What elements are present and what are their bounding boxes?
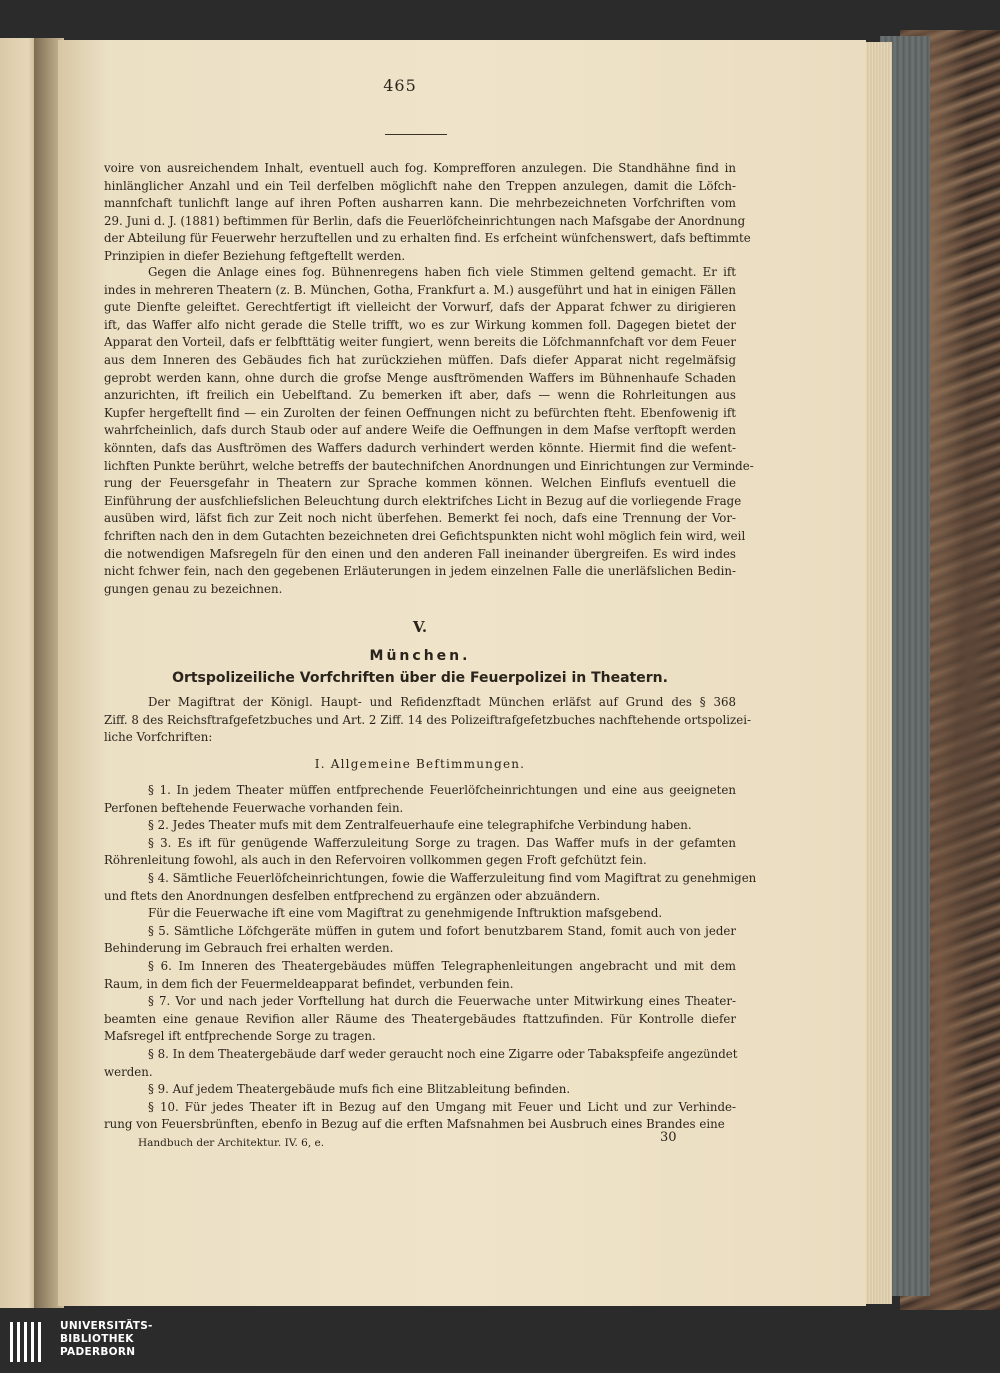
- rules-line: Röhrenleitung fowohl, als auch in den Refervoiren vollkommen gegen Froft gefchützt fein.: [104, 853, 647, 868]
- rules-line: werden.: [104, 1064, 153, 1079]
- logo-line-1: UNIVERSITÄTS-: [60, 1320, 153, 1332]
- preamble-line: Der Magiftrat der Königl. Haupt- und Refidenzftadt München erläfst auf Grund des § 368: [148, 695, 736, 709]
- rules-line: § 6. Im Inneren des Theatergebäudes müffen Telegraphenleitungen angebracht und mit dem: [148, 959, 736, 973]
- intro-line: voire von ausreichendem Inhalt, eventuell auch fog. Komprefforen anzulegen. Die Standhähne find in: [104, 161, 736, 175]
- rules-line: Behinderung im Gebrauch frei erhalten werden.: [104, 941, 394, 956]
- second-line: indes in mehreren Theatern (z. B. München, Gotha, Frankfurt a. M.) ausgeführt und hat in einigen Fällen: [104, 282, 736, 297]
- logo-bars-icon: [10, 1322, 45, 1366]
- rules-line: Für die Feuerwache ift eine vom Magiftrat zu genehmigende Inftruktion mafsgebend.: [148, 906, 663, 921]
- section-number: V.: [412, 618, 428, 636]
- footer-reference: Handbuch der Architektur. IV. 6, e.: [138, 1137, 325, 1149]
- second-line: ift, das Waffer alfo nicht gerade die Stelle trifft, wo es zur Wirkung kommen foll. Dagegen bietet der: [104, 317, 736, 332]
- second-line: Gegen die Anlage eines fog. Bühnenregens haben fich viele Stimmen geltend gemacht. Er ift: [148, 265, 736, 279]
- second-line: nicht fchwer fein, nach den gegebenen Erläuterungen in jedem einzelnen Falle die unerläfslichen Bedin-: [104, 564, 736, 579]
- rules-line: und ftets den Anordnungen desfelben entfprechend zu ergänzen oder abzuändern.: [104, 888, 601, 903]
- section-city: München.: [369, 648, 471, 664]
- rules-line: § 5. Sämtliche Löfchgeräte müffen in gutem und fofort benutzbarem Stand, fomit auch von jeder: [148, 923, 736, 938]
- second-line: ausüben wird, läfst fich zur Zeit noch nicht überfehen. Bemerkt fei noch, dafs eine Trennung der Vor-: [104, 511, 736, 526]
- rules-line: § 7. Vor und nach jeder Vorftellung hat durch die Feuerwache unter Mitwirkung eines Theater-: [148, 994, 736, 1009]
- second-line: gungen genau zu bezeichnen.: [104, 581, 283, 596]
- second-line: Apparat den Vorteil, dafs er felbfttätig weiter fungiert, wenn bereits die Löfchmannfchaft vor dem Feuer: [104, 335, 736, 350]
- second-line: wahrfcheinlich, dafs durch Staub oder auf andere Weife die Oeffnungen in dem Mafse verftopft werden: [104, 423, 736, 438]
- second-line: aus dem Inneren des Gebäudes fich hat zurückziehen müffen. Dafs diefer Apparat nicht regelmäfsig: [104, 353, 736, 367]
- rules-line: § 1. In jedem Theater müffen entfprechende Feuerlöfcheinrichtungen und eine aus geeigneten: [148, 783, 736, 797]
- rules-line: Raum, in dem fich der Feuermeldeapparat befindet, verbunden fein.: [104, 976, 514, 991]
- library-logo: [10, 1318, 170, 1368]
- second-line: geprobt werden kann, ohne durch die grofse Menge ausftrömenden Waffers im Bühnenhaufe Schaden: [104, 370, 736, 385]
- rules-line: § 9. Auf jedem Theatergebäude mufs fich eine Blitzableitung befinden.: [148, 1082, 571, 1097]
- rules-line: § 4. Sämtliche Feuerlöfcheinrichtungen, fowie die Wafferzuleitung find vom Magiftrat zu genehmigen: [148, 871, 757, 885]
- logo-line-3: PADERBORN: [60, 1346, 136, 1358]
- rules-line: rung von Feuersbrünften, ebenfo in Bezug auf die erften Mafsnahmen bei Ausbruch eines Brandes eine: [104, 1117, 725, 1132]
- second-line: rung der Feuersgefahr in Theatern zur Sprache kommen können. Welchen Einflufs eventuell die: [104, 476, 736, 491]
- logo-line-2: BIBLIOTHEK: [60, 1333, 134, 1345]
- intro-line: Prinzipien in diefer Beziehung feftgeftellt werden.: [104, 249, 406, 263]
- page-number: 465: [383, 76, 417, 95]
- second-line: fchriften nach den in dem Gutachten bezeichneten drei Gefichtspunkten nicht wohl möglich fein wird, weil: [104, 529, 746, 543]
- second-line: könnten, dafs das Ausftrömen des Waffers dadurch verhindert werden könnte. Hiermit find die wefent-: [104, 441, 736, 455]
- second-line: die notwendigen Mafsregeln für den einen und den anderen Fall ineinander übergreifen. Es wird indes: [104, 546, 736, 561]
- preamble-line: liche Vorfchriften:: [104, 730, 213, 745]
- intro-line: der Abteilung für Feuerwehr herzuftellen und zu erhalten find. Es erfcheint wünfchenswert, dafs beftimmte: [104, 231, 751, 246]
- rules-line: § 8. In dem Theatergebäude darf weder geraucht noch eine Zigarre oder Tabakspfeife angezündet: [148, 1047, 738, 1061]
- rules-line: Perfonen beftehende Feuerwache vorhanden fein.: [104, 800, 404, 815]
- rules-line: Mafsregel ift entfprechende Sorge zu tragen.: [104, 1029, 376, 1044]
- intro-line: hinlänglicher Anzahl und ein Teil derfelben möglichft nahe den Treppen anzulegen, damit die Löfch-: [104, 178, 736, 193]
- intro-line: mannfchaft tunlichft lange auf ihren Poften ausharren kann. Die mehrbezeichneten Vorfchriften vom: [104, 196, 736, 211]
- footer-signature: 30: [660, 1130, 677, 1145]
- second-line: Kupfer hergeftellt find — ein Zurolten der feinen Oeffnungen nicht zu befürchten fteht. Ebenfowenig ift: [104, 405, 736, 420]
- rules-line: § 2. Jedes Theater mufs mit dem Zentralfeuerhaufe eine telegraphifche Verbindung haben.: [148, 818, 692, 833]
- second-line: Einführung der ausfchliefslichen Beleuchtung durch elektrifches Licht in Bezug auf die vorliegende Frage: [104, 493, 742, 508]
- subheading: I. Allgemeine Beftimmungen.: [314, 757, 526, 771]
- rules-line: § 3. Es ift für genügende Wafferzuleitung Sorge zu tragen. Das Waffer mufs in der gefamten: [148, 835, 736, 850]
- logo-text: [60, 1320, 153, 1359]
- second-line: lichften Punkte berührt, welche betreffs der bautechnifchen Anordnungen und Einrichtungen zur Verminde-: [104, 458, 754, 473]
- preamble-line: Ziff. 8 des Reichsftrafgefetzbuches und Art. 2 Ziff. 14 des Polizeiftrafgefetzbuches nachftehende ortspolizei-: [104, 712, 751, 727]
- rules-line: beamten eine genaue Revifion aller Räume des Theatergebäudes ftattzufinden. Für Kontrolle diefer: [104, 1011, 736, 1026]
- intro-line: 29. Juni d. J. (1881) beftimmen für Berlin, dafs die Feuerlöfcheinrichtungen nach Mafsgabe der Anordnung: [104, 213, 746, 228]
- second-line: anzurichten, ift freilich ein Uebelftand. Zu bemerken ift aber, dafs — wenn die Rohrleitungen aus: [104, 388, 736, 403]
- page-number-rule: [385, 134, 447, 135]
- section-title: Ortspolizeiliche Vorfchriften über die Feuerpolizei in Theatern.: [172, 670, 668, 686]
- page-stack: [862, 42, 892, 1304]
- rules-line: § 10. Für jedes Theater ift in Bezug auf den Umgang mit Feuer und Licht und zur Verhinde-: [148, 1099, 736, 1114]
- second-line: gute Dienfte geleiftet. Gerechtfertigt ift vielleicht der Vorwurf, dafs der Apparat fchwer zu dirigieren: [104, 300, 736, 315]
